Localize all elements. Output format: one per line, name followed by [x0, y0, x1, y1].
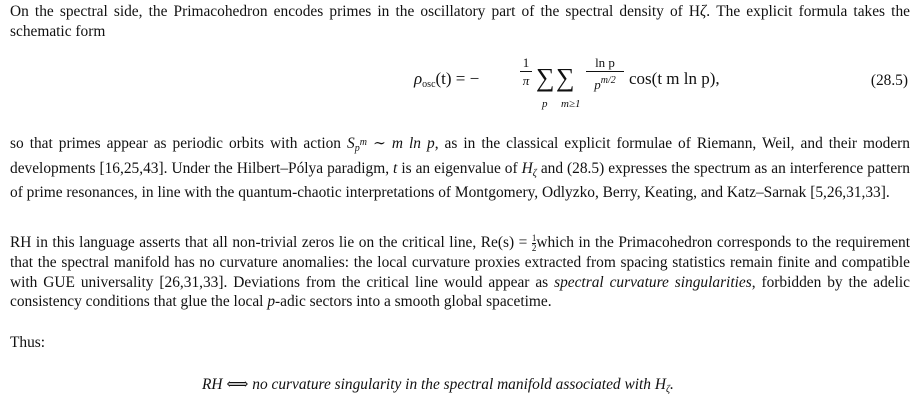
equation-number: (28.5) — [870, 72, 908, 89]
sum-index-p: p — [542, 98, 548, 110]
one-half-fraction: $\frac{1}{2}$ — [531, 233, 537, 253]
sum-over-primes: ∑ — [536, 63, 555, 92]
cosine-term: cos(t m ln p), — [629, 69, 720, 88]
hamiltonian-symbol: $H_\zeta$ — [521, 159, 537, 179]
paragraph-critical-line: RH in this language asserts that all non-trivial zeros lie on the critical line, Re(s) = $\frac{1}{2}$ which in the Primacohedron corresponds to the requirement that the spectral manifold has no curvature anomalies: the local curvature proxies extracted from spacing statistics remain finite and compatible with GUE universality [26,31,33]. Deviations from the critical line would appear as spectral curvature singularities, forbidden by the adelic consistency conditions that glue the local p-adic sectors into a smooth global spacetime. — [10, 233, 910, 311]
one-over-pi-fraction: 1 π — [520, 55, 532, 88]
paragraph-thus: Thus: — [10, 334, 46, 351]
explicit-formula-equation — [0, 52, 921, 112]
zeta-symbol: ζ — [700, 3, 707, 20]
sum-index-m: m≥1 — [561, 98, 581, 110]
paragraph-spectral-density: On the spectral side, the Primacohedron encodes primes in the oscillatory part of the spectral density of Hζ. The explicit formula takes the schematic form — [10, 3, 910, 40]
sum-over-m: ∑ — [556, 63, 575, 92]
paragraph-periodic-orbits: so that primes appear as periodic orbits with action $S_{p^m}$ ∼ m ln p, as in the classical explicit formulae of Riemann, Weil, and their modern developments [16,25,43]. Under the Hilbert–Pólya paradigm, t is an eigenvalue of $H_\zeta$ and (28.5) expresses the spectrum as an interference pattern of prime resonances, in line with the quantum-chaotic interpretations of Montgomery, Odlyzko, Berry, Keating, and Katz–Sarnak [5,26,31,33]. — [10, 135, 911, 202]
equation-lhs: $\rho_{osc}(t)$ = − — [414, 69, 480, 90]
action-symbol: $S_{p^m}$ — [347, 135, 367, 154]
italic-emphasis: spectral curvature singularities — [554, 273, 752, 291]
log-p-fraction: ln p $p^{m/2}$ — [586, 55, 624, 92]
rh-conclusion: RH ⟺ no curvature singularity in the spectral manifold associated with $H_\zeta$. — [202, 376, 674, 395]
re-s-expression: Re(s) = — [480, 234, 532, 251]
